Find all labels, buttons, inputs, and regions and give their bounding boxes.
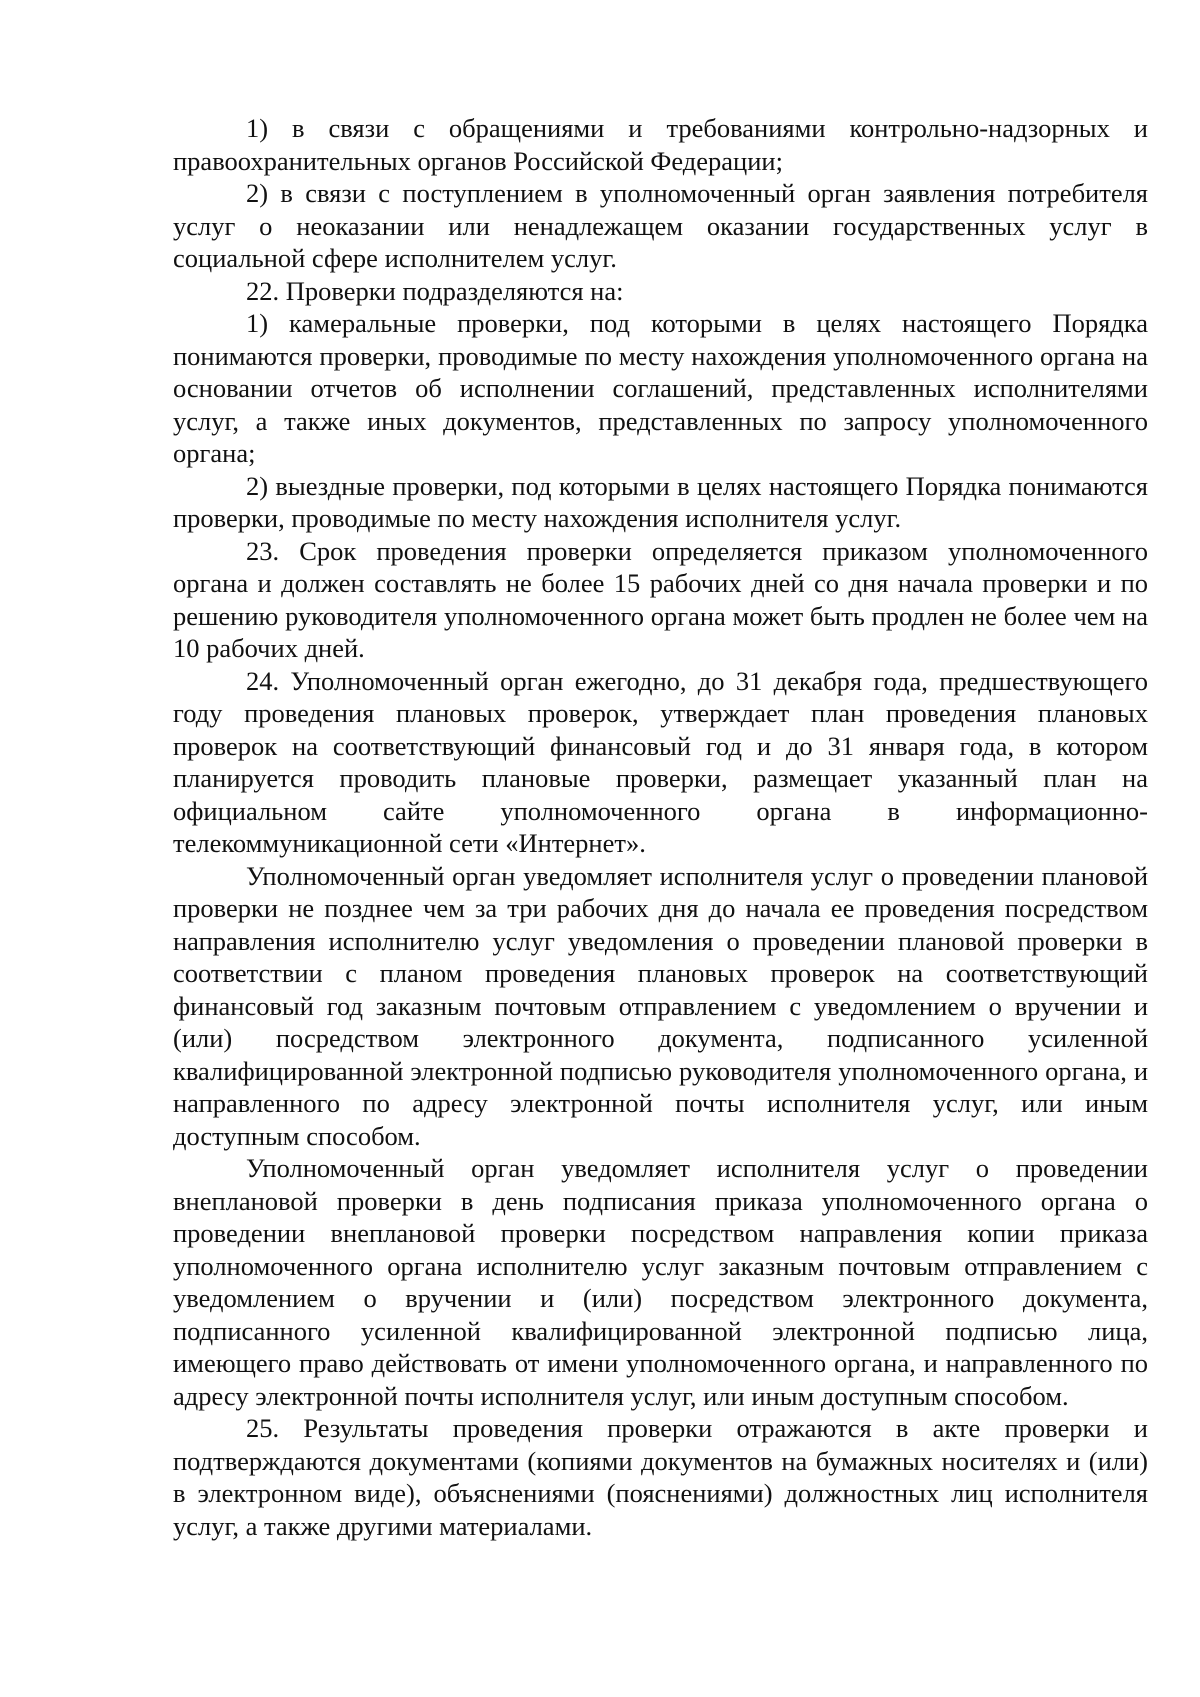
paragraph-unplanned-inspection-notice: Уполномоченный орган уведомляет исполнителя услуг о проведении внеплановой проверки в день подписания приказа уполномоченного органа о проведении внеплановой проверки посредством направления копии приказа уполномоченного органа исполнителю услуг заказным почтовым отправлением с уведомлением о вручении и (или) посредством электронного документа, подписанного усиленной квалифицированной электронной подписью лица, имеющего право действовать от имени уполномоченного органа, и направленного по адресу электронной почты исполнителя услуг, или иным доступным способом. bbox=[173, 1153, 1148, 1411]
paragraph-22-inspection-types: 22. Проверки подразделяются на: bbox=[246, 275, 624, 306]
document-body bbox=[173, 112, 1148, 1542]
paragraph-field-inspections: 2) выездные проверки, под которыми в целях настоящего Порядка понимаются проверки, проводимые по месту нахождения исполнителя услуг. bbox=[173, 470, 1148, 533]
paragraph-item-2-consumer-complaint: 2) в связи с поступлением в уполномоченный орган заявления потребителя услуг о неоказании или ненадлежащем оказании государственных услуг в социальной сфере исполнителем услуг. bbox=[173, 178, 1148, 273]
paragraph-23-inspection-term: 23. Срок проведения проверки определяется приказом уполномоченного органа и должен составлять не более 15 рабочих дней со дня начала проверки и по решению руководителя уполномоченного органа может быть продлен не более чем на 10 рабочих дней. bbox=[173, 535, 1148, 663]
paragraph-desk-inspections: 1) камеральные проверки, под которыми в целях настоящего Порядка понимаются проверки, проводимые по месту нахождения уполномоченного органа на основании отчетов об исполнении соглашений, представленных исполнителями услуг, а также иных документов, представленных по запросу уполномоченного органа; bbox=[173, 308, 1148, 468]
paragraph-item-1-law-enforcement: 1) в связи с обращениями и требованиями контрольно-надзорных и правоохранительных органов Российской Федерации; bbox=[173, 113, 1148, 176]
paragraph-24-annual-plan: 24. Уполномоченный орган ежегодно, до 31 декабря года, предшествующего году проведения плановых проверок, утверждает план проведения плановых проверок на соответствующий финансовый год и до 31 января года, в котором планируется проводить плановые проверки, размещает указанный план на официальном сайте уполномоченного органа в информационно-телекоммуникационной сети «Интернет». bbox=[173, 665, 1148, 858]
paragraph-planned-inspection-notice: Уполномоченный орган уведомляет исполнителя услуг о проведении плановой проверки не позднее чем за три рабочих дня до начала ее проведения посредством направления исполнителю услуг уведомления о проведении плановой проверки в соответствии с планом проведения плановых проверок на соответствующий финансовый год заказным почтовым отправлением с уведомлением о вручении и (или) посредством электронного документа, подписанного усиленной квалифицированной электронной подписью руководителя уполномоченного органа, и направленного по адресу электронной почты исполнителя услуг, или иным доступным способом. bbox=[173, 860, 1148, 1151]
paragraph-25-inspection-results: 25. Результаты проведения проверки отражаются в акте проверки и подтверждаются документами (копиями документов на бумажных носителях и (или) в электронном виде), объяснениями (пояснениями) должностных лиц исполнителя услуг, а также другими материалами. bbox=[173, 1413, 1148, 1541]
